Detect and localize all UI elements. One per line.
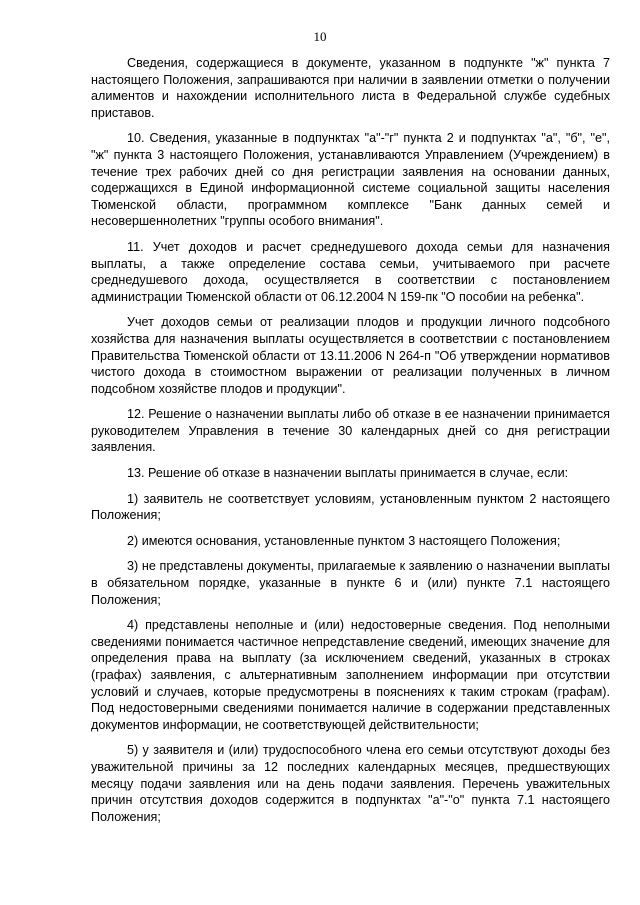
list-item-3: 3) не представлены документы, прилагаемые к заявлению о назначении выплаты в обязательном порядке, указанные в пункте 6 и (или) пункте 7.1 настоящего Положения; xyxy=(91,559,610,607)
paragraph-alimony-info: Сведения, содержащиеся в документе, указанном в подпункте "ж" пункта 7 настоящего Положения, запрашиваются при наличии в заявлении отметки о получении алиментов и нахождении исполнительного листа в Федеральной службе судебных приставов. xyxy=(91,56,610,120)
paragraph-10: 10. Сведения, указанные в подпунктах "а"-"г" пункта 2 и подпунктах "а", "б", "е", "ж" пункта 3 настоящего Положения, устанавливаются Управлением (Учреждением) в течение трех рабочих дней со дня регистрации заявления на основании данных, содержащихся в Единой информационной системе социальной защиты населения Тюменской области, программном комплексе "Банк данных семей и несовершеннолетних "группы особого внимания". xyxy=(91,131,610,229)
paragraph-12: 12. Решение о назначении выплаты либо об отказе в ее назначении принимается руководителем Управления в течение 30 календарных дней со дня регистрации заявления. xyxy=(91,407,610,455)
paragraph-household-income: Учет доходов семьи от реализации плодов и продукции личного подсобного хозяйства для назначения выплаты осуществляется в соответствии с постановлением Правительства Тюменской области от 13.11.2006 N 264-п "Об утверждении нормативов чистого дохода в стоимостном выражении от реализации полученных в личном подсобном хозяйстве плодов и продукции". xyxy=(91,315,610,396)
list-item-2: 2) имеются основания, установленные пунктом 3 настоящего Положения; xyxy=(127,533,561,548)
page-number: 10 xyxy=(313,29,327,44)
list-item-1: 1) заявитель не соответствует условиям, установленным пунктом 2 настоящего Положения; xyxy=(91,491,610,523)
document-body xyxy=(91,55,610,834)
list-item-5: 5) у заявителя и (или) трудоспособного члена его семьи отсутствуют доходы без уважительной причины за 12 последних календарных месяцев, предшествующих месяцу подачи заявления или на день подачи заявления. Перечень уважительных причин отсутствия доходов содержится в подпунктах "а"-"о" пункта 7.1 настоящего Положения; xyxy=(91,743,610,824)
paragraph-13: 13. Решение об отказе в назначении выплаты принимается в случае, если: xyxy=(127,466,569,481)
list-item-4: 4) представлены неполные и (или) недостоверные сведения. Под неполными сведениями понимается частичное непредставление сведений, имеющих значение для определения права на выплату (за исключением сведений, указанных в строках (графах) заявления, с альтернативным заполнением информации при отсутствии условий и случаев, которые предусмотрены в пояснениях к таким строкам (графам). Под недостоверными сведениями понимается наличие в содержании представленных документов информации, не соответствующей действительности; xyxy=(91,618,610,732)
paragraph-11: 11. Учет доходов и расчет среднедушевого дохода семьи для назначения выплаты, а также определение состава семьи, учитываемого при расчете среднедушевого дохода, осуществляется в соответствии с постановлением администрации Тюменской области от 06.12.2004 N 159-пк "О пособии на ребенка". xyxy=(91,239,610,304)
